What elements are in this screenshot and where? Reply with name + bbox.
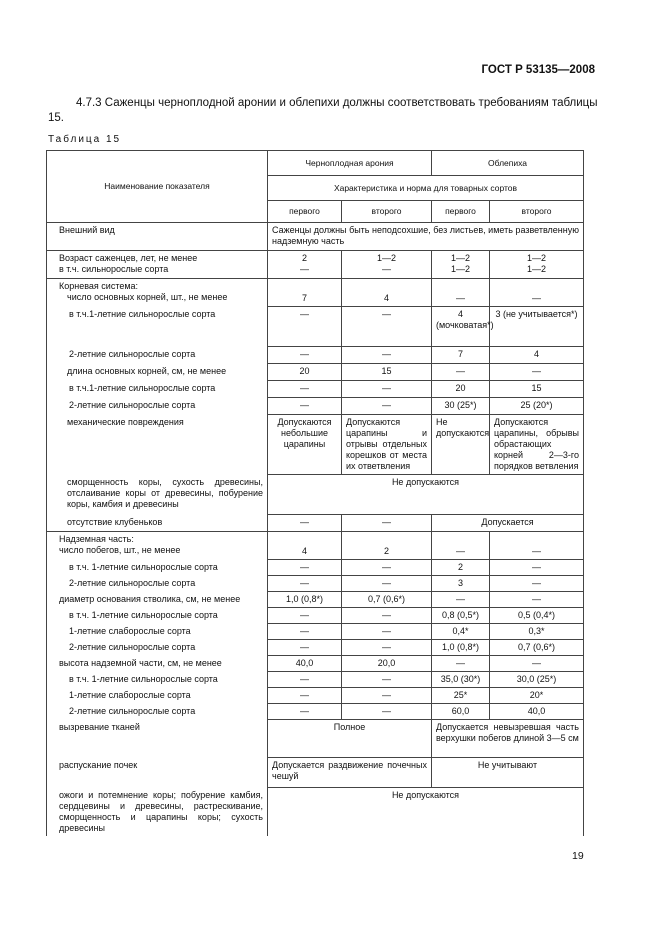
cell-value: 25* [432, 688, 490, 704]
table-caption: Таблица 15 [48, 134, 122, 145]
cell-value: — [490, 576, 584, 592]
cell-value: 35,0 (30*) [432, 672, 490, 688]
cell-value: 7 [432, 347, 490, 364]
cell-value: 1,0 (0,8*) [268, 592, 342, 608]
cell-value: 2 [342, 532, 432, 560]
cell-value: 15 [342, 364, 432, 381]
cell-value: — [268, 672, 342, 688]
cell-value: — [490, 532, 584, 560]
cell-value: — [342, 347, 432, 364]
cell-value: — [268, 347, 342, 364]
header-first: первого [268, 201, 342, 223]
cell-value: 4 [342, 279, 432, 307]
row-label: механические повреждения [47, 415, 268, 475]
row-label: в т.ч.1-летние сильнорослые сорта [47, 381, 268, 398]
cell-value: 3 (не учитывается*) [490, 307, 584, 347]
cell-value: 1—2 1—2 [432, 251, 490, 279]
cell-value: 25 (20*) [490, 398, 584, 415]
cell-value: Допускается [432, 515, 584, 532]
cell-value: — [432, 592, 490, 608]
row-value: Не допускаются [268, 788, 584, 836]
cell-value: 60,0 [432, 704, 490, 720]
cell-value: — [342, 704, 432, 720]
row-label: Возраст саженцев, лет, не менее в т.ч. сильнорослые сорта [47, 251, 268, 279]
cell-value: 0,8 (0,5*) [432, 608, 490, 624]
cell-value: — [268, 688, 342, 704]
header-indicator: Наименование показателя [47, 151, 268, 223]
cell-value: 4 [268, 532, 342, 560]
cell-value: — [342, 576, 432, 592]
cell-value: 20,0 [342, 656, 432, 672]
standard-code: ГОСТ Р 53135—2008 [481, 64, 595, 76]
cell-value: — [268, 307, 342, 347]
cell-value: Не учитывают [432, 758, 584, 788]
cell-value: Не допускаются [432, 415, 490, 475]
row-label: 1-летние слаборослые сорта [47, 624, 268, 640]
row-label: 2-летние сильнорослые сорта [47, 704, 268, 720]
cell-value: — [268, 640, 342, 656]
cell-value: Допускается невызревшая часть верхушки побегов длиной 3—5 см [432, 720, 584, 758]
cell-value: — [342, 608, 432, 624]
cell-value: Допускаются царапины и отрывы отдельных корешков от места их ответвления [342, 415, 432, 475]
row-label: в т.ч. 1-летние сильнорослые сорта [47, 560, 268, 576]
cell-value: 0,5 (0,4*) [490, 608, 584, 624]
row-label: в т.ч. 1-летние сильнорослые сорта [47, 672, 268, 688]
cell-value: — [432, 532, 490, 560]
cell-value: — [432, 656, 490, 672]
cell-value: — [268, 704, 342, 720]
cell-value: 15 [490, 381, 584, 398]
cell-value: 4 (мочковатая*) [432, 307, 490, 347]
cell-value: — [490, 364, 584, 381]
row-label: сморщенность коры, сухость древесины, отслаивание коры от древесины, побурение коры, камбия и древесины [47, 475, 268, 515]
row-label: 2-летние сильнорослые сорта [47, 347, 268, 364]
header-norm: Характеристика и норма для товарных сортов [268, 176, 584, 201]
requirements-table [46, 150, 584, 836]
header-second: второго [490, 201, 584, 223]
cell-value: — [490, 560, 584, 576]
cell-value: — [432, 364, 490, 381]
cell-value: 40,0 [490, 704, 584, 720]
cell-value: 30 (25*) [432, 398, 490, 415]
cell-value: — [342, 381, 432, 398]
row-label: в т.ч. 1-летние сильнорослые сорта [47, 608, 268, 624]
cell-value: 0,3* [490, 624, 584, 640]
cell-value: — [268, 608, 342, 624]
cell-value: — [490, 656, 584, 672]
cell-value: 3 [432, 576, 490, 592]
row-label: распускание почек [47, 758, 268, 788]
row-label: высота надземной части, см, не менее [47, 656, 268, 672]
cell-value: — [490, 279, 584, 307]
header-second: второго [342, 201, 432, 223]
cell-value: 1—2 — [342, 251, 432, 279]
header-oblepikha: Облепиха [432, 151, 584, 176]
header-first: первого [432, 201, 490, 223]
cell-value: — [342, 672, 432, 688]
row-label: Внешний вид [47, 223, 268, 251]
cell-value: 2 — [268, 251, 342, 279]
cell-value: 20* [490, 688, 584, 704]
cell-value: 2 [432, 560, 490, 576]
cell-value: 1—2 1—2 [490, 251, 584, 279]
cell-value: 30,0 (25*) [490, 672, 584, 688]
cell-value: — [268, 560, 342, 576]
cell-value: 0,7 (0,6*) [342, 592, 432, 608]
row-label: Надземная часть: число побегов, шт., не менее [47, 532, 268, 560]
cell-value: — [268, 624, 342, 640]
cell-value: — [268, 381, 342, 398]
row-label: диаметр основания стволика, см, не менее [47, 592, 268, 608]
cell-value: — [268, 515, 342, 532]
page-number: 19 [572, 850, 584, 862]
row-label: 2-летние сильнорослые сорта [47, 398, 268, 415]
row-label: 2-летние сильнорослые сорта [47, 576, 268, 592]
cell-value: Допускается раздвижение почечных чешуй [268, 758, 432, 788]
row-label: 2-летние сильнорослые сорта [47, 640, 268, 656]
cell-value: 1,0 (0,8*) [432, 640, 490, 656]
cell-value: — [268, 576, 342, 592]
row-label: длина основных корней, см, не менее [47, 364, 268, 381]
cell-value: — [268, 398, 342, 415]
cell-value: Допускаются небольшие царапины [268, 415, 342, 475]
cell-value: 20 [268, 364, 342, 381]
cell-value: — [342, 688, 432, 704]
cell-value: 0,7 (0,6*) [490, 640, 584, 656]
row-label: в т.ч.1-летние сильнорослые сорта [47, 307, 268, 347]
cell-value: — [342, 640, 432, 656]
row-label: вызревание тканей [47, 720, 268, 758]
cell-value: — [342, 560, 432, 576]
cell-value: — [490, 592, 584, 608]
cell-value: 20 [432, 381, 490, 398]
cell-value: Полное [268, 720, 432, 758]
row-label: отсутствие клубеньков [47, 515, 268, 532]
cell-value: 0,4* [432, 624, 490, 640]
cell-value: Допускаются царапины, обрывы обрастающих корней 2—3-го порядков ветвления [490, 415, 584, 475]
cell-value: — [342, 398, 432, 415]
cell-value: — [342, 515, 432, 532]
row-label: Корневая система: число основных корней, шт., не менее [47, 279, 268, 307]
header-aronia: Черноплодная арония [268, 151, 432, 176]
intro-paragraph: 4.7.3 Саженцы черноплодной аронии и облепихи должны соответствовать требованиям таблицы 15. [48, 97, 598, 124]
row-value: Саженцы должны быть неподсохшие, без листьев, иметь разветвленную надземную часть [268, 223, 584, 251]
row-label: ожоги и потемнение коры; побурение камбия, сердцевины и древесины, растрескивание, сморщенность и царапины коры; сухость древесины [47, 788, 268, 836]
row-value: Не допускаются [268, 475, 584, 515]
cell-value: — [342, 624, 432, 640]
cell-value: 40,0 [268, 656, 342, 672]
row-label: 1-летние слаборослые сорта [47, 688, 268, 704]
cell-value: 7 [268, 279, 342, 307]
cell-value: 4 [490, 347, 584, 364]
cell-value: — [432, 279, 490, 307]
cell-value: — [342, 307, 432, 347]
